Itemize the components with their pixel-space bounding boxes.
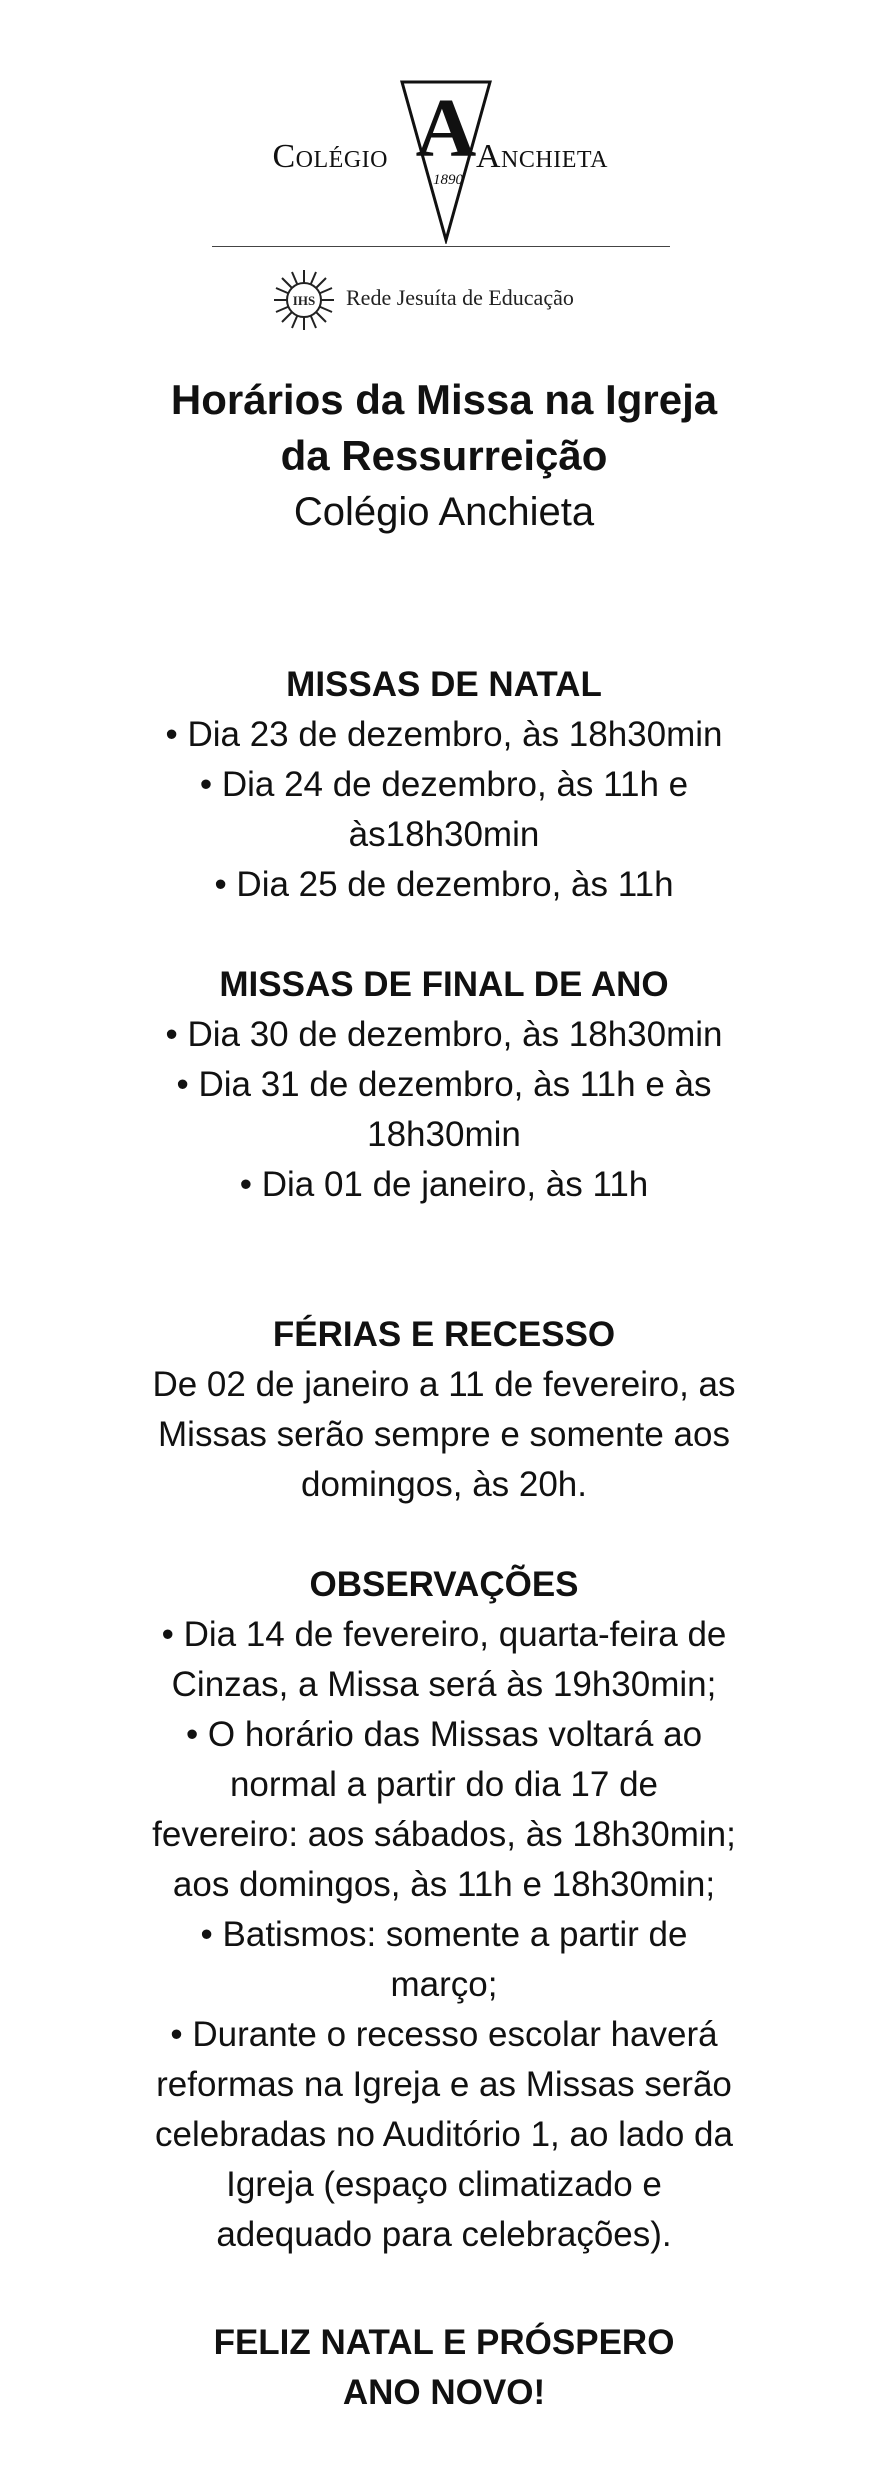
network-name: Rede Jesuíta de Educação: [346, 285, 574, 310]
body-line: fevereiro: aos sábados, às 18h30min;: [152, 1815, 736, 1854]
body-line: adequado para celebrações).: [216, 2215, 672, 2254]
page-title: [60, 372, 828, 540]
body-line: reformas na Igreja e as Missas serão: [156, 2065, 732, 2104]
body-line: • Durante o recesso escolar haverá: [170, 2015, 718, 2054]
section-final-de-ano: [60, 960, 828, 1210]
schedule-line: • Dia 31 de dezembro, às 11h e às: [176, 1065, 712, 1104]
network-logo: [0, 268, 888, 338]
section-heading: OBSERVAÇÕES: [309, 1565, 579, 1604]
jesuit-seal-icon: [272, 268, 336, 332]
section-observacoes: [60, 1560, 828, 2260]
schedule-line: • Dia 30 de dezembro, às 18h30min: [165, 1015, 723, 1054]
body-line: aos domingos, às 11h e 18h30min;: [172, 1865, 716, 1904]
header-divider: [212, 246, 670, 247]
body-line: Cinzas, a Missa será às 19h30min;: [171, 1665, 717, 1704]
schedule-line: • Dia 24 de dezembro, às 11h e: [199, 765, 689, 804]
section-heading: FÉRIAS E RECESSO: [272, 1315, 616, 1354]
body-line: normal a partir do dia 17 de: [229, 1765, 659, 1804]
section-natal: [60, 660, 828, 910]
brand-name-left: Colégio: [272, 138, 388, 175]
college-logo: [0, 78, 888, 248]
closing-message: [60, 2318, 828, 2418]
schedule-line: • Dia 25 de dezembro, às 11h: [214, 865, 674, 904]
seal-text: IHS: [292, 293, 316, 308]
body-line: • O horário das Missas voltará ao: [185, 1715, 703, 1754]
body-line: março;: [390, 1965, 498, 2004]
crest-letter: A: [415, 82, 477, 175]
subtitle: Colégio Anchieta: [293, 490, 595, 534]
closing-line-1: FELIZ NATAL E PRÓSPERO: [213, 2323, 675, 2362]
body-line: De 02 de janeiro a 11 de fevereiro, as: [152, 1365, 736, 1404]
crest-year: 1890: [433, 172, 463, 188]
schedule-line: • Dia 01 de janeiro, às 11h: [239, 1165, 649, 1204]
title-line-2: da Ressurreição: [280, 432, 608, 479]
closing-line-2: ANO NOVO!: [342, 2373, 546, 2412]
body-line: domingos, às 20h.: [300, 1465, 587, 1504]
section-heading: MISSAS DE NATAL: [286, 665, 602, 704]
schedule-line: às18h30min: [348, 815, 540, 854]
schedule-line: 18h30min: [367, 1115, 521, 1154]
section-heading: MISSAS DE FINAL DE ANO: [219, 965, 669, 1004]
body-line: • Batismos: somente a partir de: [200, 1915, 688, 1954]
section-ferias-recesso: [60, 1310, 828, 1510]
body-line: Igreja (espaço climatizado e: [226, 2165, 662, 2204]
brand-name-right: Anchieta: [476, 138, 608, 175]
body-line: celebradas no Auditório 1, ao lado da: [155, 2115, 733, 2154]
body-line: Missas serão sempre e somente aos: [158, 1415, 730, 1454]
schedule-line: • Dia 23 de dezembro, às 18h30min: [165, 715, 723, 754]
body-line: • Dia 14 de fevereiro, quarta-feira de: [161, 1615, 727, 1654]
title-line-1: Horários da Missa na Igreja: [170, 376, 718, 423]
